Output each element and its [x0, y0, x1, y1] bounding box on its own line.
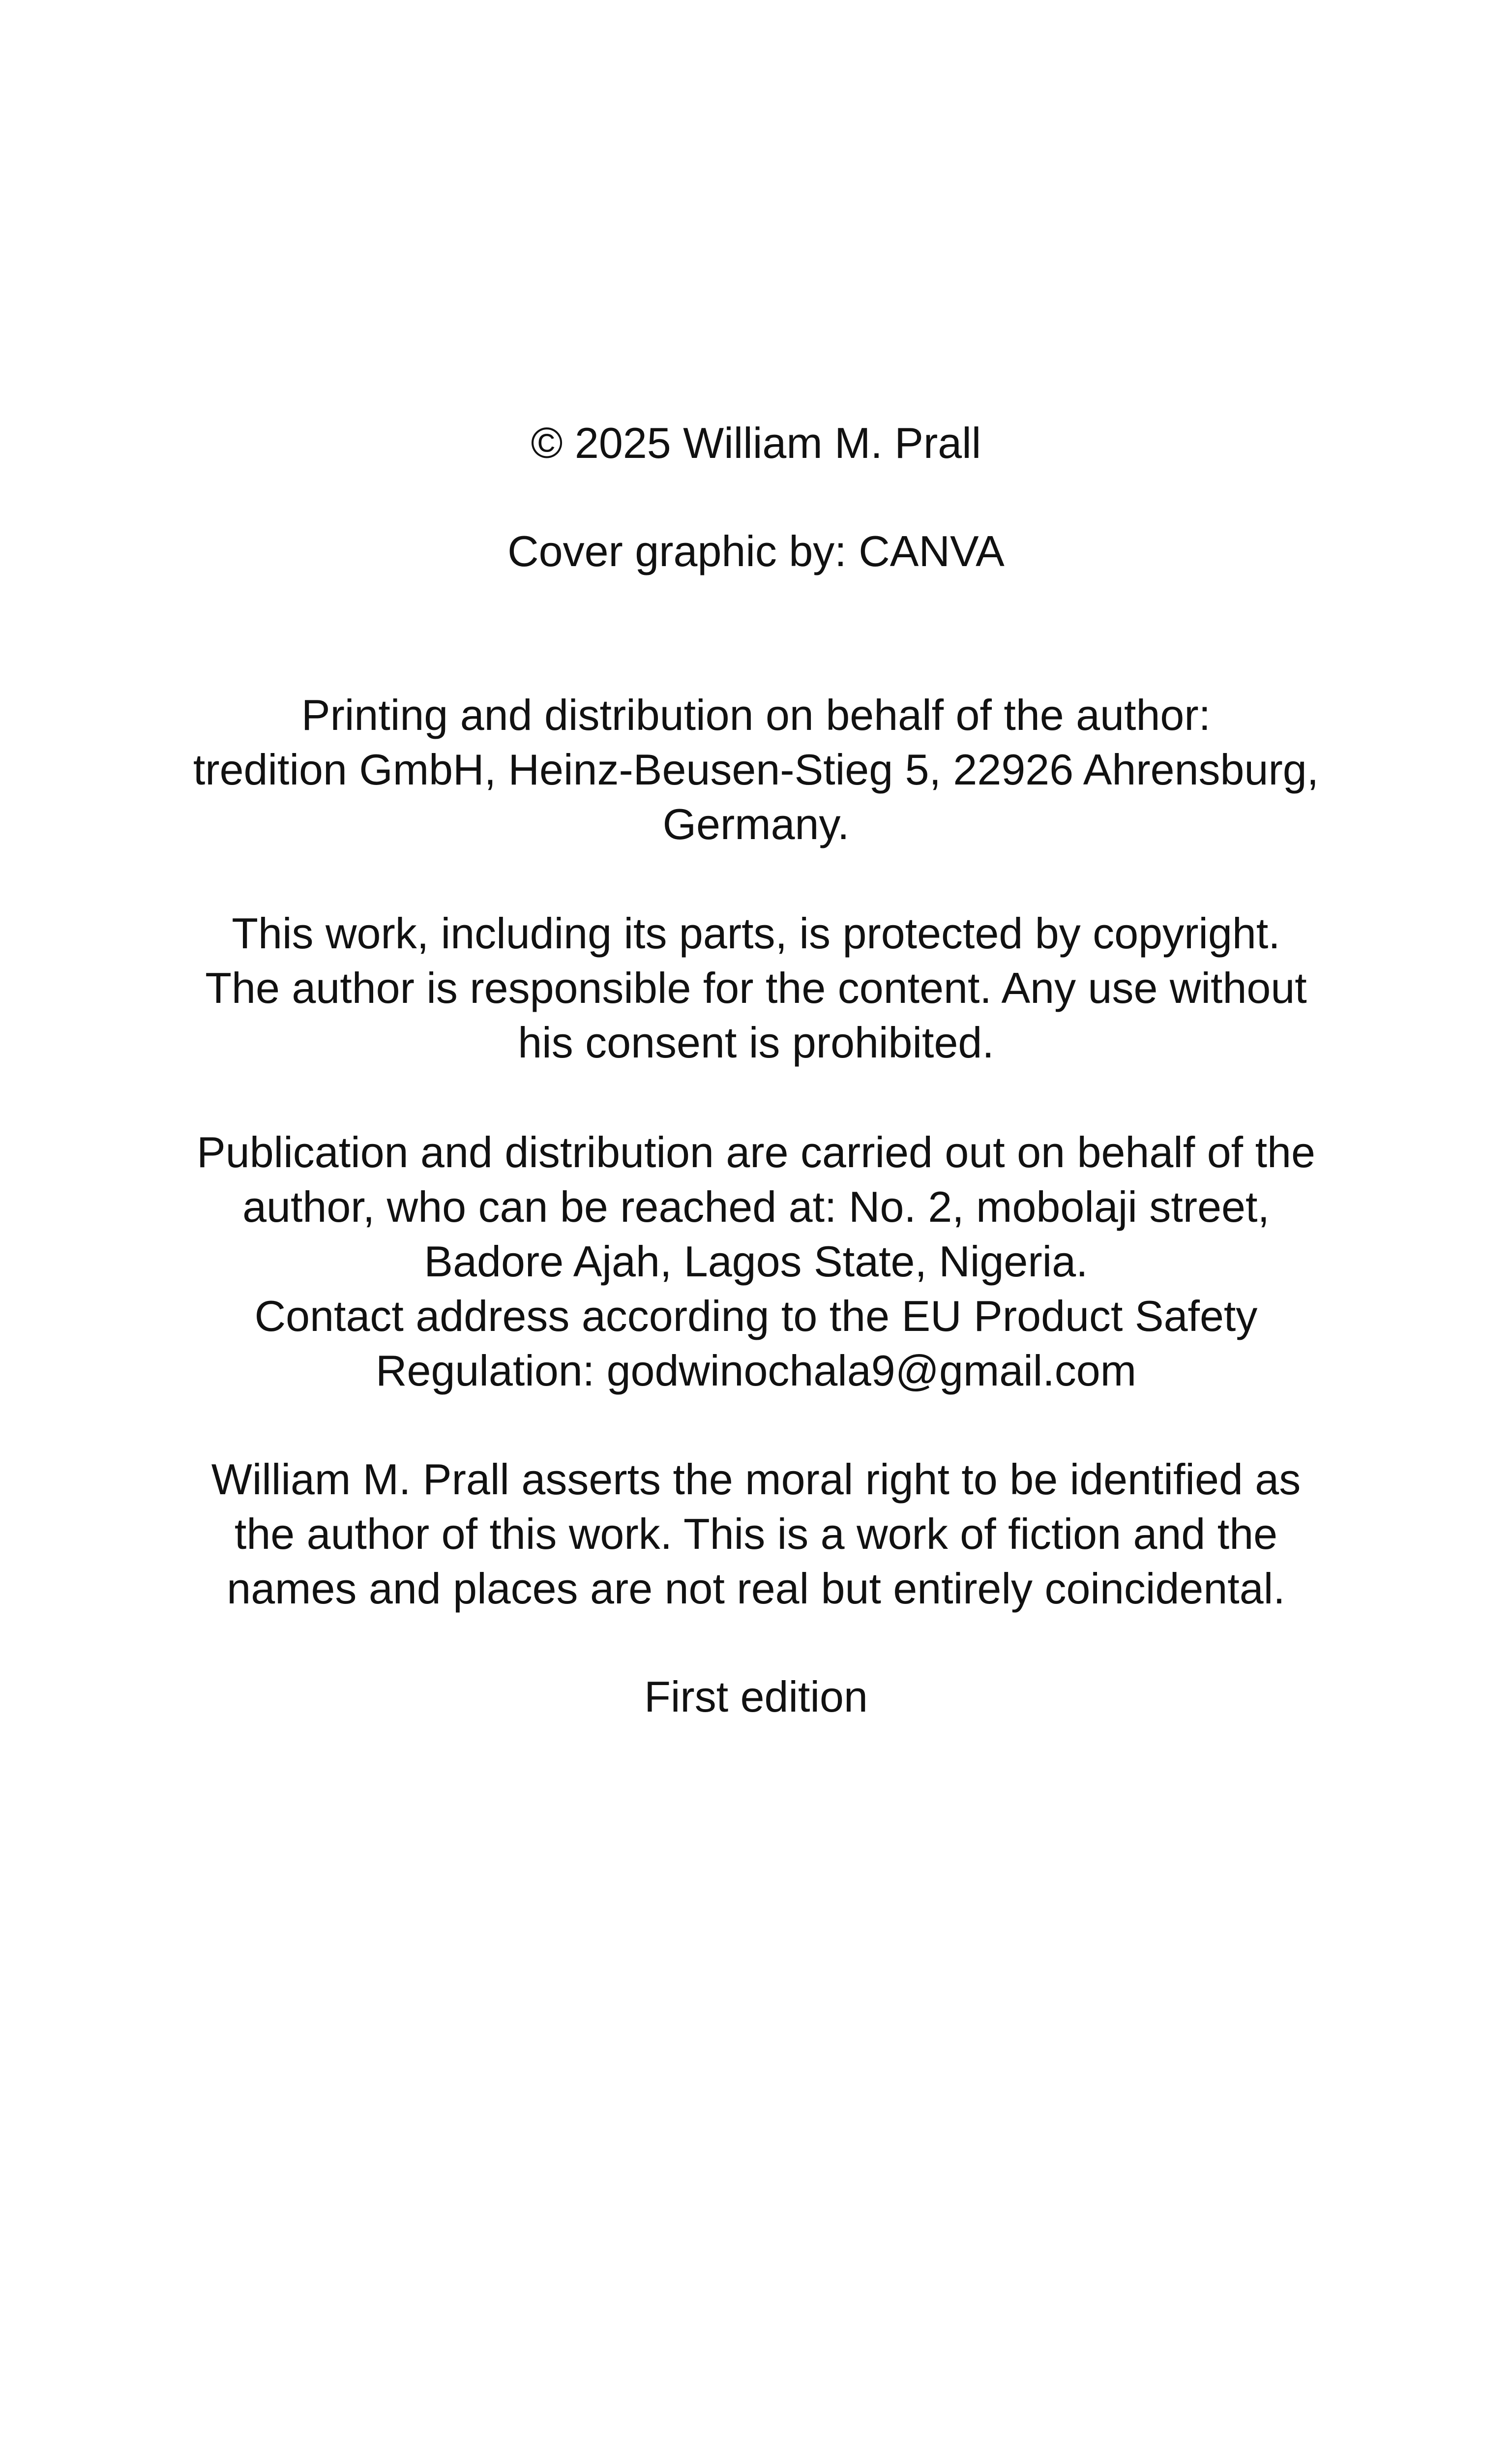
copyright-protection-paragraph	[0, 906, 1512, 1070]
copyright-line: © 2025 William M. Prall	[531, 419, 981, 467]
printing-line-2: tredition GmbH, Heinz-Beusen-Stieg 5, 22926 Ahrensburg,	[193, 745, 1319, 794]
edition-statement	[0, 1669, 1512, 1724]
publication-line-2: author, who can be reached at: No. 2, mobolaji street,	[242, 1182, 1270, 1231]
publication-line-5: Regulation: godwinochala9@gmail.com	[375, 1346, 1137, 1395]
rights-line-1: This work, including its parts, is protected by copyright.	[232, 909, 1280, 958]
moral-rights-paragraph	[0, 1452, 1512, 1616]
publication-line-4: Contact address according to the EU Product Safety	[254, 1292, 1258, 1340]
publication-line-3: Badore Ajah, Lagos State, Nigeria.	[424, 1237, 1088, 1286]
copyright-notice	[0, 416, 1512, 470]
cover-credit-line: Cover graphic by: CANVA	[507, 527, 1005, 575]
printing-line-3: Germany.	[662, 800, 850, 848]
printing-distribution-paragraph	[0, 688, 1512, 851]
publication-line-1: Publication and distribution are carried out on behalf of the	[197, 1128, 1315, 1176]
publication-contact-paragraph	[0, 1125, 1512, 1398]
cover-credit	[0, 524, 1512, 578]
rights-line-2: The author is responsible for the content. Any use without	[205, 964, 1307, 1012]
moral-line-3: names and places are not real but entirely coincidental.	[227, 1564, 1285, 1613]
moral-line-2: the author of this work. This is a work of fiction and the	[234, 1509, 1278, 1558]
edition-line: First edition	[644, 1672, 868, 1721]
moral-line-1: William M. Prall asserts the moral right to be identified as	[211, 1455, 1301, 1504]
rights-line-3: his consent is prohibited.	[518, 1018, 994, 1067]
printing-line-1: Printing and distribution on behalf of the author:	[301, 691, 1211, 739]
